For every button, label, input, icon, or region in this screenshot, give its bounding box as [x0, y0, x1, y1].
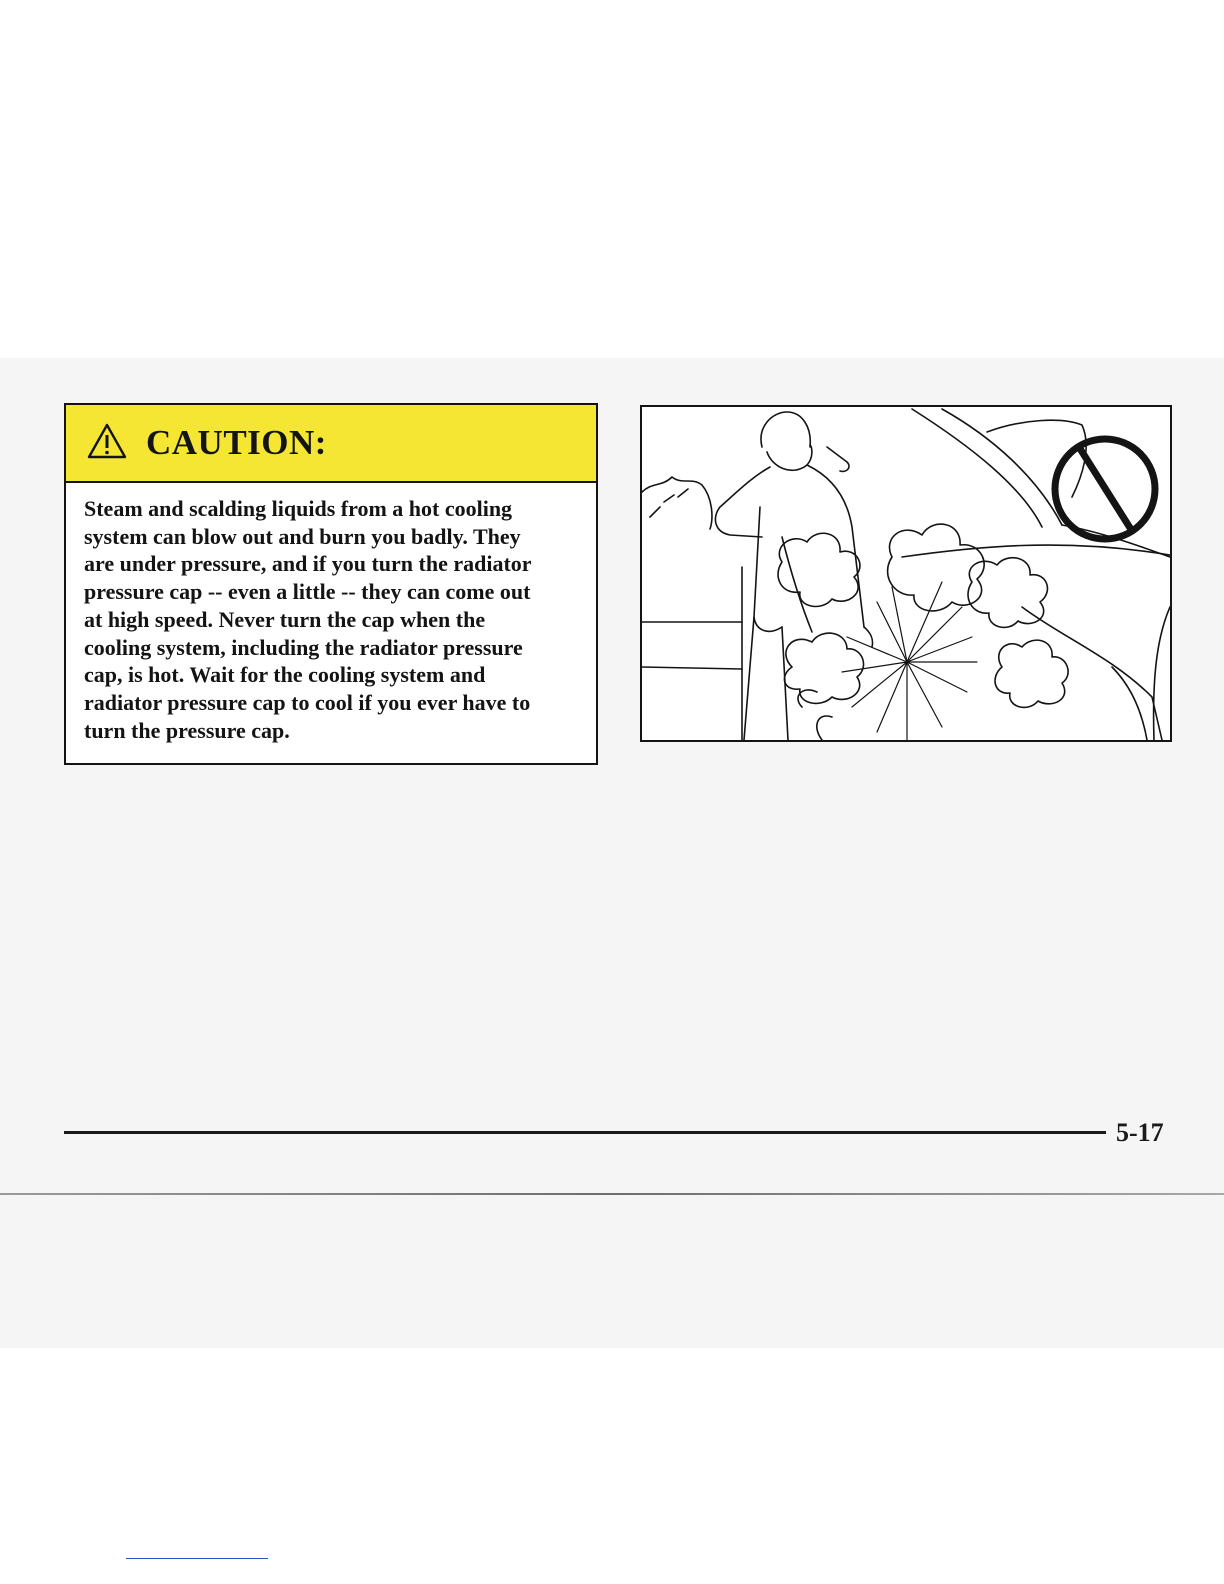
caution-text-line: at high speed. Never turn the cap when the: [84, 606, 486, 632]
caution-text-line: cap, is hot. Wait for the cooling system and: [84, 662, 486, 688]
caution-text-line: radiator pressure cap to cool if you ever have to: [84, 689, 531, 715]
prohibition-icon: [1055, 439, 1155, 539]
page-number: 5-17: [1116, 1118, 1164, 1147]
warning-triangle-icon: [87, 423, 127, 459]
steam-burst: [842, 582, 977, 740]
caution-box: [64, 403, 598, 765]
caution-text-line: system can blow out and burn you badly. They: [84, 523, 521, 549]
link-underline: [126, 1558, 268, 1559]
caution-text-line: are under pressure, and if you turn the radiator: [84, 551, 532, 577]
caution-text-line: cooling system, including the radiator pressure: [84, 634, 523, 660]
caution-text-line: pressure cap -- even a little -- they can come out: [84, 579, 531, 605]
background-scenery: [642, 477, 742, 740]
steam-clouds: [778, 524, 1068, 740]
person-figure: [715, 412, 872, 740]
scan-edge-line: [0, 1193, 1224, 1195]
footer-rule: [64, 1131, 1106, 1134]
caution-header: [66, 405, 596, 483]
caution-title: CAUTION:: [146, 423, 327, 462]
caution-text: [84, 495, 584, 744]
caution-text-line: Steam and scalding liquids from a hot cooling: [84, 496, 513, 521]
steam-burn-illustration: [640, 405, 1172, 742]
caution-text-line: turn the pressure cap.: [84, 717, 290, 743]
